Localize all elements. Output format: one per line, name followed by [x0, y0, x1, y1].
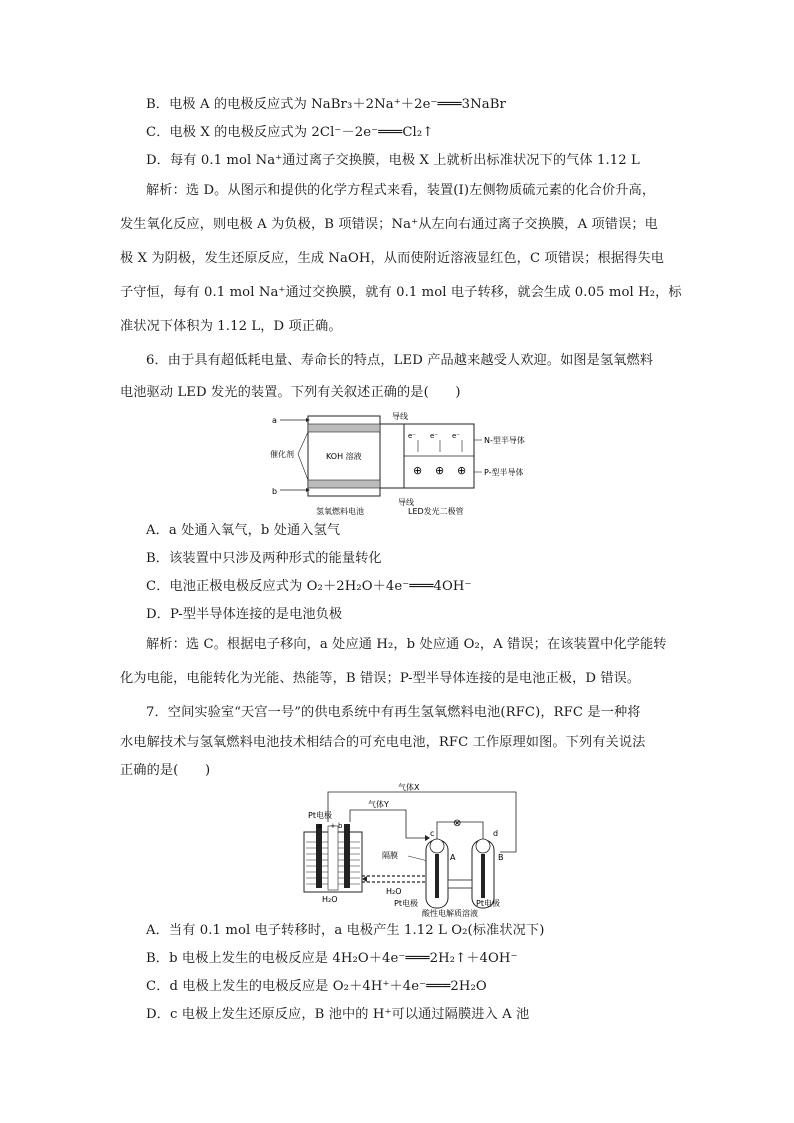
rfc-figure [298, 782, 530, 918]
option-d-q7: D．c 电极上发生还原反应，B 池中的 H⁺可以通过隔膜进入 A 池 [146, 1007, 530, 1022]
label-koh: KOH 溶液 [326, 452, 362, 461]
catalyst-top [308, 424, 380, 432]
option-a-q7: A．当有 0.1 mol 电子转移时，a 电极产生 1.12 L O₂(标准状况下) [146, 923, 545, 938]
analysis-q5-line3: 极 X 为阴极，发生还原反应，生成 NaOH，从而使附近溶液显红色，C 项错误；根据得失电 [120, 251, 665, 266]
label-wire-top: 导线 [392, 412, 408, 421]
analysis-q6-line1: 解析：选 C。根据电子移向，a 处应通 H₂，b 处应通 O₂，A 错误；在该装置中化学能转 [146, 637, 667, 652]
label-a: a [318, 822, 323, 830]
hole-3: ⊕ [457, 464, 467, 477]
option-d-q5: D．每有 0.1 mol Na⁺通过离子交换膜，电极 X 上就析出标准状况下的气体 1.12 L [146, 153, 640, 168]
analysis-q5-line5: 准状况下体积为 1.12 L，D 项正确。 [120, 319, 342, 334]
label-electrolyte: 酸性电解质溶液 [422, 909, 478, 918]
analysis-q5-line1: 解析：选 D。从图示和提供的化学方程式来看，装置(Ⅰ)左侧物质硫元素的化合价升高， [146, 183, 656, 198]
fuel-cell-led-figure [268, 410, 548, 518]
question-6-line1: 6．由于具有超低耗电量、寿命长的特点，LED 产品越来越受人欢迎。如图是氢氧燃料 [146, 353, 654, 368]
label-h2o-left: H₂O [322, 895, 338, 904]
electron-3: e⁻ [452, 432, 461, 440]
option-b-q7: B．b 电极上发生的电极反应是 4H₂O＋4e⁻═══2H₂↑＋4OH⁻ [146, 951, 518, 966]
question-7-line1: 7．空间实验室“天宫一号”的供电系统中有再生氢氧燃料电池(RFC)，RFC 是一种将 [146, 705, 641, 720]
hole-2: ⊕ [435, 464, 445, 477]
analysis-q6-line2: 化为电能，电能转化为光能、热能等，B 错误；P-型半导体连接的是电池正极，D 错误。 [120, 671, 641, 686]
label-catalyst: 催化剂 [270, 450, 294, 459]
label-b: b [272, 487, 278, 496]
electrode-c [435, 854, 439, 898]
option-a-q6: A．a 处通入氧气，b 处通入氢气 [146, 523, 341, 538]
label-c: c [430, 829, 435, 838]
option-c-q6: C．电池正极电极反应式为 O₂＋2H₂O＋4e⁻═══4OH⁻ [146, 579, 472, 594]
electrode-a [316, 824, 322, 888]
bulb-icon: ⊗ [453, 818, 462, 829]
question-7-line2: 水电解技术与氢氧燃料电池技术相结合的可充电电池，RFC 工作原理如图。下列有关说法 [120, 735, 646, 750]
label-n-type: N-型半导体 [484, 436, 525, 445]
label-gas-y: 气体Y [368, 800, 389, 809]
question-7-line3: 正确的是( ) [120, 763, 211, 778]
analysis-q5-line2: 发生氧化反应，则电极 A 为负极，B 项错误；Na⁺从左向右通过离子交换膜，A 项错误；电 [120, 217, 658, 232]
label-p-type: P-型半导体 [484, 468, 524, 477]
label-A: A [450, 853, 456, 862]
label-wire-bottom: 导线 [398, 498, 414, 507]
label-a: a [272, 416, 277, 425]
question-6-line2: 电池驱动 LED 发光的装置。下列有关叙述正确的是( ) [120, 385, 461, 400]
electron-1: e⁻ [408, 432, 417, 440]
label-b: b [338, 822, 343, 830]
caption-led: LED发光二极管 [408, 507, 464, 516]
label-d: d [493, 829, 499, 838]
analysis-q5-line4: 子守恒，每有 0.1 mol Na⁺通过交换膜，就有 0.1 mol 电子转移，就会生成 0.05 mol H₂，标 [120, 285, 682, 300]
option-b-q5: B．电极 A 的电极反应式为 NaBr₃＋2Na⁺＋2e⁻═══3NaBr [146, 97, 506, 112]
label-h2o-mid: H₂O [386, 887, 402, 896]
electrode-b [344, 824, 350, 888]
electrode-d [481, 854, 485, 898]
option-b-q6: B．该装置中只涉及两种形式的能量转化 [146, 551, 382, 566]
option-d-q6: D．P-型半导体连接的是电池负极 [146, 607, 343, 622]
option-c-q5: C．电极 X 的电极反应式为 2Cl⁻－2e⁻═══Cl₂↑ [146, 125, 434, 140]
hole-1: ⊕ [413, 464, 423, 477]
label-B: B [498, 853, 504, 862]
label-plus: + [330, 822, 336, 830]
label-membrane: 隔膜 [382, 851, 398, 860]
electron-2: e⁻ [430, 432, 439, 440]
label-pt-electrode-right: Pt电极 [476, 899, 500, 908]
label-pt-electrode-left: Pt电极 [308, 811, 332, 820]
label-gas-x: 气体X [398, 783, 420, 792]
caption-fuel-cell: 氢氧燃料电池 [316, 507, 364, 516]
option-c-q7: C．d 电极上发生的电极反应是 O₂＋4H⁺＋4e⁻═══2H₂O [146, 979, 487, 994]
membrane-bridge [448, 880, 472, 888]
label-pt-electrode-mid: Pt电极 [394, 899, 418, 908]
catalyst-bottom [308, 480, 380, 488]
